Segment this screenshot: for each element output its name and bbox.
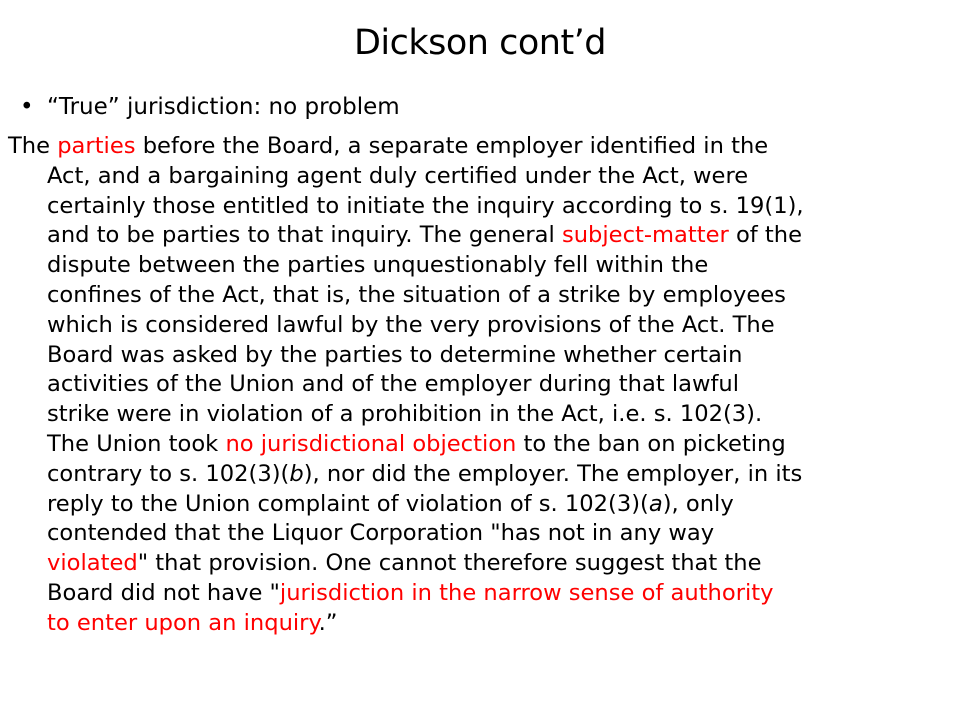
paragraph-text: confines of the Act, that is, the situation of a strike by employees	[47, 281, 786, 308]
paragraph-text: The Union took	[47, 430, 226, 457]
paragraph-text: The	[8, 133, 58, 159]
paragraph-line	[8, 162, 938, 192]
paragraph-text: .”	[318, 609, 338, 636]
paragraph-text: ), nor did the employer. The employer, in its	[303, 460, 803, 487]
paragraph-text: Board did not have "	[47, 579, 280, 606]
paragraph-text: certainly those entitled to initiate the inquiry according to s. 19(1),	[47, 192, 804, 219]
paragraph-text: and to be parties to that inquiry. The general	[47, 222, 562, 249]
highlighted-text: no jurisdictional objection	[225, 430, 517, 457]
paragraph-text: ), only	[662, 490, 734, 517]
paragraph-line	[8, 132, 938, 162]
highlighted-text: to enter upon an inquiry	[47, 609, 319, 636]
paragraph-line	[8, 400, 938, 430]
paragraph-line	[8, 192, 938, 222]
paragraph-text: Act, and a bargaining agent duly certified under the Act, were	[47, 162, 749, 189]
paragraph-line	[8, 221, 938, 251]
paragraph-line	[8, 311, 938, 341]
bullet-item	[20, 90, 400, 124]
paragraph-text: Board was asked by the parties to determine whether certain	[47, 341, 743, 368]
highlighted-text: subject-matter	[561, 222, 729, 249]
paragraph-line	[8, 430, 938, 460]
paragraph-line	[8, 251, 938, 281]
highlighted-text: parties	[57, 133, 136, 159]
paragraph-text: of the	[728, 222, 803, 249]
paragraph-text: contrary to s. 102(3)(	[47, 460, 290, 487]
paragraph-text: activities of the Union and of the employer during that lawful	[47, 371, 740, 398]
paragraph-line	[8, 370, 938, 400]
bullet-text: “True” jurisdiction: no problem	[47, 94, 400, 120]
paragraph-text: a	[648, 490, 663, 517]
paragraph-line	[8, 460, 938, 490]
paragraph-text: to the ban on picketing	[516, 430, 786, 457]
paragraph-text: strike were in violation of a prohibition in the Act, i.e. s. 102(3).	[47, 401, 763, 428]
highlighted-text: jurisdiction in the narrow sense of authority	[279, 579, 774, 606]
paragraph-text: dispute between the parties unquestionably fell within the	[47, 252, 709, 279]
paragraph-text: b	[289, 460, 304, 487]
paragraph-text: before the Board, a separate employer identified in the	[135, 133, 769, 159]
paragraph-line	[8, 579, 938, 609]
paragraph-text: reply to the Union complaint of violation of s. 102(3)(	[47, 490, 649, 517]
paragraph-line	[8, 341, 938, 371]
paragraph-line	[8, 609, 938, 639]
paragraph-line	[8, 519, 938, 549]
paragraph-text: contended that the Liquor Corporation "has not in any way	[47, 520, 715, 547]
paragraph-line	[8, 490, 938, 520]
quote-paragraph	[8, 132, 938, 639]
bullet-marker: •	[20, 94, 34, 120]
paragraph-line	[8, 281, 938, 311]
highlighted-text: violated	[47, 550, 138, 577]
paragraph-text: " that provision. One cannot therefore suggest that the	[137, 550, 762, 577]
slide-title: Dickson cont’d	[353, 23, 607, 63]
paragraph-text: which is considered lawful by the very provisions of the Act. The	[47, 311, 775, 338]
paragraph-line	[8, 549, 938, 579]
